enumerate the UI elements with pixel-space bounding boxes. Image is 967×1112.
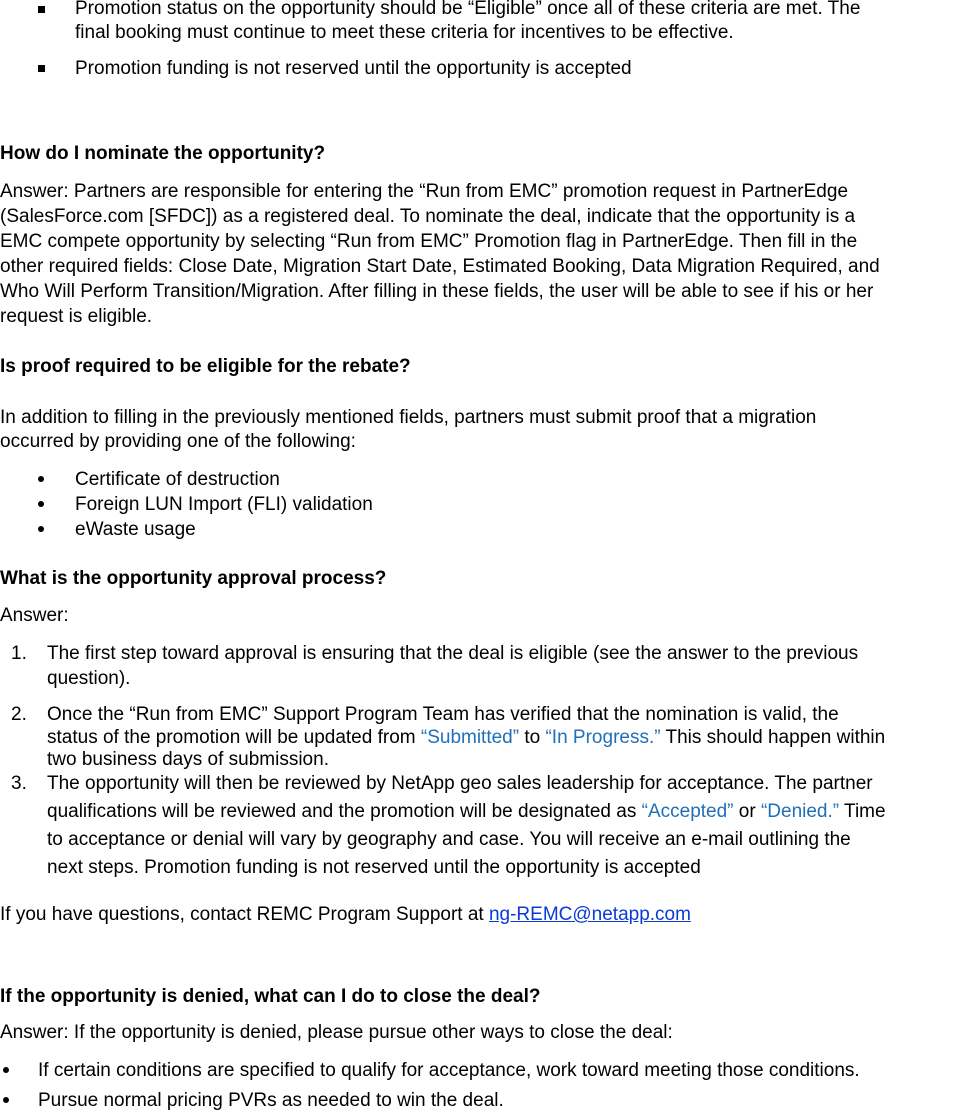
bullet-text: Promotion funding is not reserved until the opportunity is accepted <box>75 58 632 79</box>
status-accepted: “Accepted” <box>641 801 734 822</box>
step-number: 3. <box>11 773 27 794</box>
proof-item: Certificate of destruction <box>75 469 280 490</box>
denied-item: Pursue normal pricing PVRs as needed to win the deal. <box>38 1090 504 1111</box>
denied-item: If certain conditions are specified to qualify for acceptance, work toward meeting those conditions. <box>38 1060 860 1081</box>
round-bullet-icon <box>38 501 44 507</box>
approval-heading: What is the opportunity approval process? <box>0 568 387 589</box>
contact-email-link[interactable]: ng-REMC@netapp.com <box>488 904 691 925</box>
round-bullet-icon <box>3 1097 9 1103</box>
square-bullet-icon <box>38 6 45 13</box>
nominate-answer-line: Who Will Perform Transition/Migration. After filling in these fields, the user will be able to see if his or her <box>0 281 874 302</box>
step-text: question). <box>47 668 131 689</box>
bullet-text: Promotion status on the opportunity should be “Eligible” once all of these criteria are met. The <box>75 0 861 19</box>
step-number: 2. <box>11 704 27 725</box>
round-bullet-icon <box>38 526 44 532</box>
proof-intro-line: In addition to filling in the previously mentioned fields, partners must submit proof that a migration <box>0 407 817 428</box>
denied-heading: If the opportunity is denied, what can I do to close the deal? <box>0 986 541 1007</box>
status-submitted: “Submitted” <box>420 727 520 748</box>
approval-answer-label: Answer: <box>0 605 69 626</box>
nominate-answer-line: (SalesForce.com [SFDC]) as a registered deal. To nominate the deal, indicate that the opportunity is a <box>0 206 856 227</box>
proof-heading: Is proof required to be eligible for the rebate? <box>0 356 411 377</box>
proof-item: Foreign LUN Import (FLI) validation <box>75 494 373 515</box>
step-text: status of the promotion will be updated from “Submitted” to “In Progress.” This should happen within <box>47 727 886 748</box>
step-text: to acceptance or denial will vary by geography and case. You will receive an e-mail outlining the <box>47 829 851 850</box>
step-text: The opportunity will then be reviewed by NetApp geo sales leadership for acceptance. The partner <box>47 773 873 794</box>
status-in-progress: “In Progress.” <box>545 727 661 748</box>
round-bullet-icon <box>3 1067 9 1073</box>
proof-intro-line: occurred by providing one of the following: <box>0 431 356 452</box>
denied-answer: Answer: If the opportunity is denied, please pursue other ways to close the deal: <box>0 1022 673 1043</box>
step-text: The first step toward approval is ensuring that the deal is eligible (see the answer to the previous <box>47 643 859 664</box>
bullet-text: final booking must continue to meet these criteria for incentives to be effective. <box>75 22 734 43</box>
round-bullet-icon <box>38 476 44 482</box>
status-denied: “Denied.” <box>760 801 840 822</box>
step-text: qualifications will be reviewed and the promotion will be designated as “Accepted” or “Denied.” Time <box>47 801 886 822</box>
nominate-answer-line: EMC compete opportunity by selecting “Run from EMC” Promotion flag in PartnerEdge. Then fill in the <box>0 231 858 252</box>
contact-line: If you have questions, contact REMC Program Support at ng-REMC@netapp.com <box>0 904 691 925</box>
step-number: 1. <box>11 643 27 664</box>
step-text: Once the “Run from EMC” Support Program Team has verified that the nomination is valid, the <box>47 704 839 725</box>
square-bullet-icon <box>38 65 45 72</box>
step-text: next steps. Promotion funding is not reserved until the opportunity is accepted <box>47 857 701 878</box>
proof-item: eWaste usage <box>75 519 196 540</box>
nominate-answer-line: other required fields: Close Date, Migration Start Date, Estimated Booking, Data Migration Required, and <box>0 256 880 277</box>
nominate-answer-line: request is eligible. <box>0 306 153 327</box>
nominate-answer-line: Answer: Partners are responsible for entering the “Run from EMC” promotion request in PartnerEdge <box>0 181 849 202</box>
nominate-heading: How do I nominate the opportunity? <box>0 143 326 164</box>
step-text: two business days of submission. <box>47 749 329 770</box>
